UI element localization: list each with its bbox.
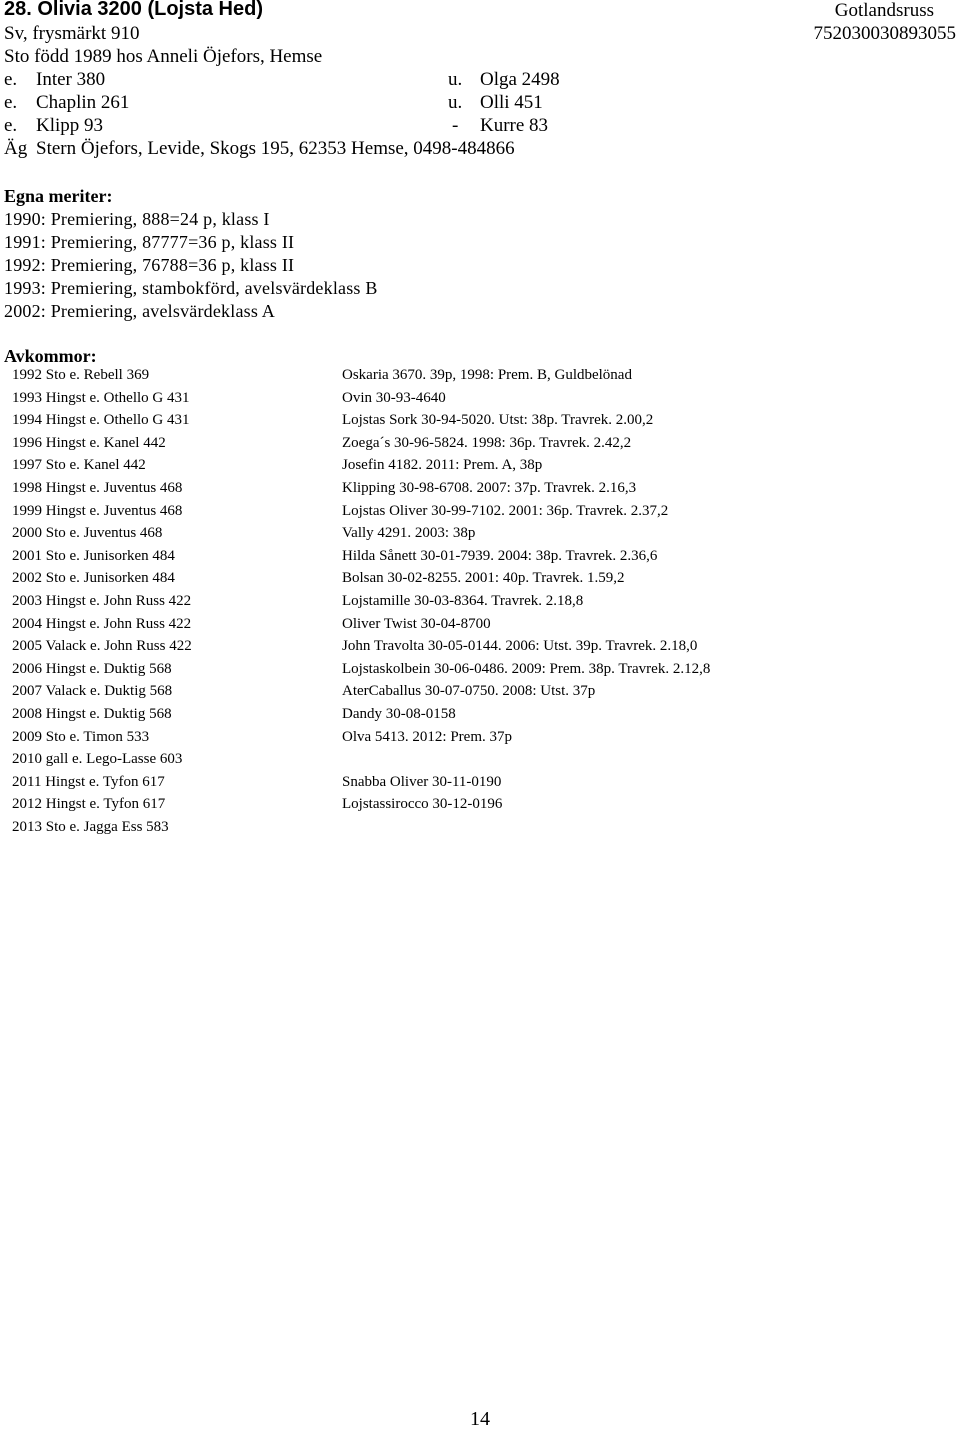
offspring-birth: 2007 Valack e. Duktig 568 (12, 683, 173, 699)
offspring-birth: 1997 Sto e. Kanel 442 (12, 457, 146, 473)
offspring-birth: 2001 Sto e. Junisorken 484 (12, 548, 175, 564)
merits-heading: Egna meriter: (4, 186, 113, 206)
offspring-name: Lojstamille 30-03-8364. Travrek. 2.18,8 (342, 593, 584, 609)
offspring-birth: 2005 Valack e. John Russ 422 (12, 638, 192, 654)
offspring-birth: 1999 Hingst e. Juventus 468 (12, 503, 183, 519)
offspring-birth: 1998 Hingst e. Juventus 468 (12, 480, 183, 496)
offspring-name: Zoega´s 30-96-5824. 1998: 36p. Travrek. 2.42,2 (342, 435, 632, 451)
offspring-heading: Avkommor: (4, 346, 97, 366)
offspring-name: Lojstassirocco 30-12-0196 (342, 796, 503, 812)
offspring-birth: 2004 Hingst e. John Russ 422 (12, 616, 192, 632)
pedigree-sire-1: e. Inter 380 (4, 69, 106, 90)
offspring-birth: 2002 Sto e. Junisorken 484 (12, 570, 175, 586)
owner-line: Äg Stern Öjefors, Levide, Skogs 195, 62353 Hemse, 0498-484866 (4, 138, 515, 159)
merit-item: 1993: Premiering, stambokförd, avelsvärdeklass B (4, 278, 378, 298)
offspring-birth: 2013 Sto e. Jagga Ess 583 (12, 819, 169, 835)
offspring-name: Dandy 30-08-0158 (342, 706, 456, 722)
offspring-name: Vally 4291. 2003: 38p (342, 525, 476, 541)
offspring-name: Ovin 30-93-4640 (342, 390, 446, 406)
offspring-name: Klipping 30-98-6708. 2007: 37p. Travrek. 2.16,3 (342, 480, 637, 496)
offspring-birth: 2012 Hingst e. Tyfon 617 (12, 796, 166, 812)
offspring-name: Oliver Twist 30-04-8700 (342, 616, 491, 632)
offspring-birth: 2008 Hingst e. Duktig 568 (12, 706, 172, 722)
offspring-birth: 2000 Sto e. Juventus 468 (12, 525, 163, 541)
offspring-name: Lojstas Sork 30-94-5020. Utst: 38p. Travrek. 2.00,2 (342, 412, 654, 428)
offspring-name: Josefin 4182. 2011: Prem. A, 38p (342, 457, 543, 473)
markings-line: Sv, frysmärkt 910 (4, 23, 140, 44)
page-number: 14 (470, 1408, 490, 1430)
offspring-name: Hilda Sånett 30-01-7939. 2004: 38p. Travrek. 2.36,6 (342, 548, 658, 564)
offspring-birth: 2006 Hingst e. Duktig 568 (12, 661, 172, 677)
birth-line: Sto född 1989 hos Anneli Öjefors, Hemse (4, 46, 323, 67)
offspring-name: Lojstas Oliver 30-99-7102. 2001: 36p. Travrek. 2.37,2 (342, 503, 669, 519)
offspring-birth: 1996 Hingst e. Kanel 442 (12, 435, 166, 451)
page-title: 28. Olivia 3200 (Lojsta Hed) (4, 0, 263, 20)
offspring-name: Snabba Oliver 30-11-0190 (342, 774, 502, 790)
merit-item: 2002: Premiering, avelsvärdeklass A (4, 301, 275, 321)
merit-item: 1992: Premiering, 76788=36 p, klass II (4, 255, 295, 275)
breed-label: Gotlandsruss (834, 0, 934, 21)
offspring-birth: 1994 Hingst e. Othello G 431 (12, 412, 190, 428)
offspring-birth: 2003 Hingst e. John Russ 422 (12, 593, 192, 609)
offspring-name: Lojstaskolbein 30-06-0486. 2009: Prem. 38p. Travrek. 2.12,8 (342, 661, 711, 677)
offspring-name: Bolsan 30-02-8255. 2001: 40p. Travrek. 1.59,2 (342, 570, 625, 586)
pedigree-dam-3: - Kurre 83 (452, 115, 549, 136)
offspring-name: Olva 5413. 2012: Prem. 37p (342, 729, 512, 745)
pedigree-dam-2: u. Olli 451 (448, 92, 543, 113)
registration-number: 752030030893055 (813, 23, 956, 44)
offspring-name: John Travolta 30-05-0144. 2006: Utst. 39p. Travrek. 2.18,0 (342, 638, 698, 654)
merit-item: 1991: Premiering, 87777=36 p, klass II (4, 232, 295, 252)
pedigree-sire-2: e. Chaplin 261 (4, 92, 130, 113)
offspring-birth: 2011 Hingst e. Tyfon 617 (12, 774, 165, 790)
pedigree-dam-1: u. Olga 2498 (448, 69, 560, 90)
offspring-birth: 1993 Hingst e. Othello G 431 (12, 390, 190, 406)
offspring-birth: 1992 Sto e. Rebell 369 (12, 367, 150, 383)
offspring-birth: 2010 gall e. Lego-Lasse 603 (12, 751, 183, 767)
offspring-name: AterCaballus 30-07-0750. 2008: Utst. 37p (342, 683, 596, 699)
offspring-name: Oskaria 3670. 39p, 1998: Prem. B, Guldbelönad (342, 367, 632, 383)
pedigree-sire-3: e. Klipp 93 (4, 115, 104, 136)
offspring-birth: 2009 Sto e. Timon 533 (12, 729, 150, 745)
merit-item: 1990: Premiering, 888=24 p, klass I (4, 209, 270, 229)
